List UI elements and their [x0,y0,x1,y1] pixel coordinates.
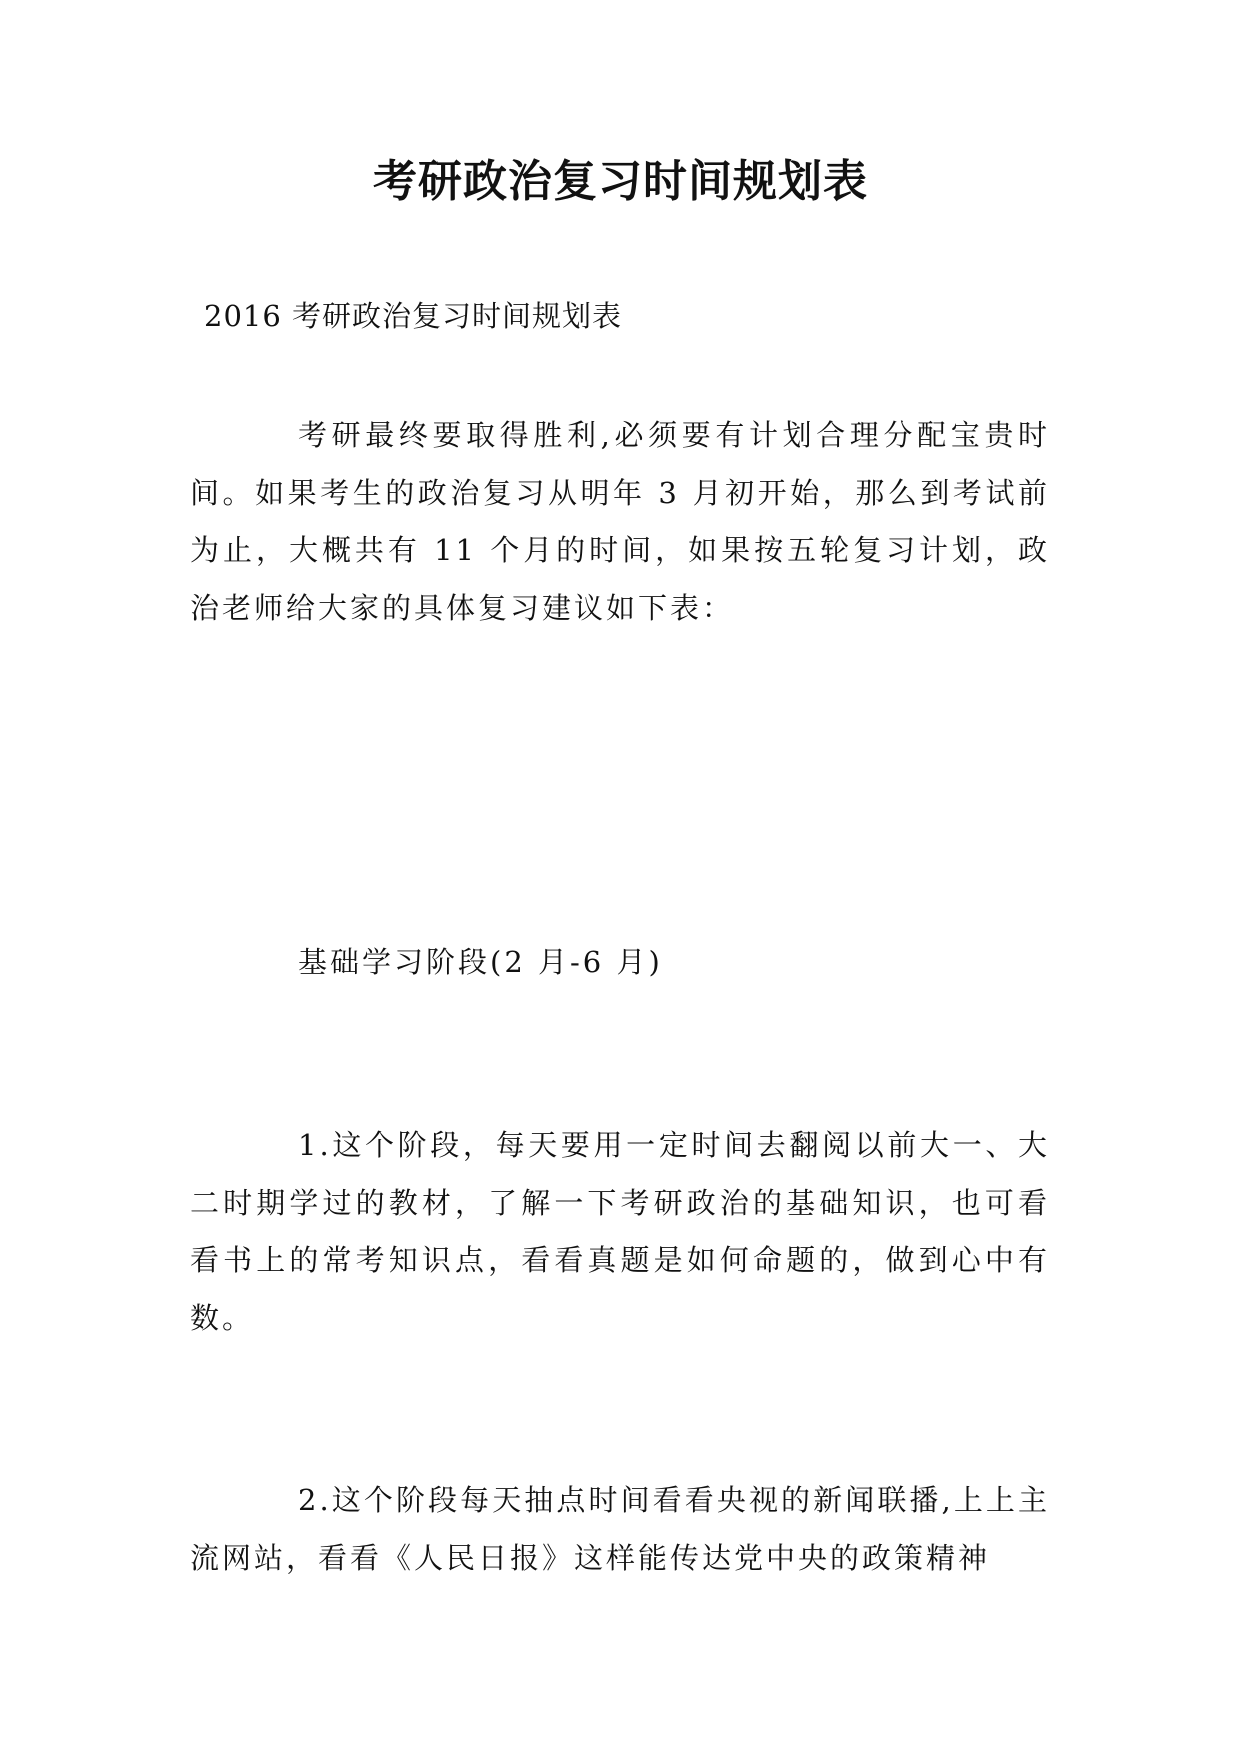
document-title: 考研政治复习时间规划表 [373,156,868,207]
paragraph-item-1: 1.这个阶段，每天要用一定时间去翻阅以前大一、大二时期学过的教材，了解一下考研政治的基础知识，也可看看书上的常考知识点，看看真题是如何命题的，做到心中有数。 [190,1128,1050,1335]
document-subtitle: 2016 考研政治复习时间规划表 [204,299,623,333]
section-heading-basic-stage: 基础学习阶段(2 月-6 月) [298,945,663,979]
intro-paragraph: 考研最终要取得胜利,必须要有计划合理分配宝贵时间。如果考生的政治复习从明年 3 月初开始，那么到考试前为止，大概共有 11 个月的时间，如果按五轮复习计划，政治老师给大家的具体复习建议如下表： [190,418,1050,625]
paragraph-item-2: 2.这个阶段每天抽点时间看看央视的新闻联播,上上主流网站，看看《人民日报》这样能传达党中央的政策精神 [190,1483,1050,1575]
